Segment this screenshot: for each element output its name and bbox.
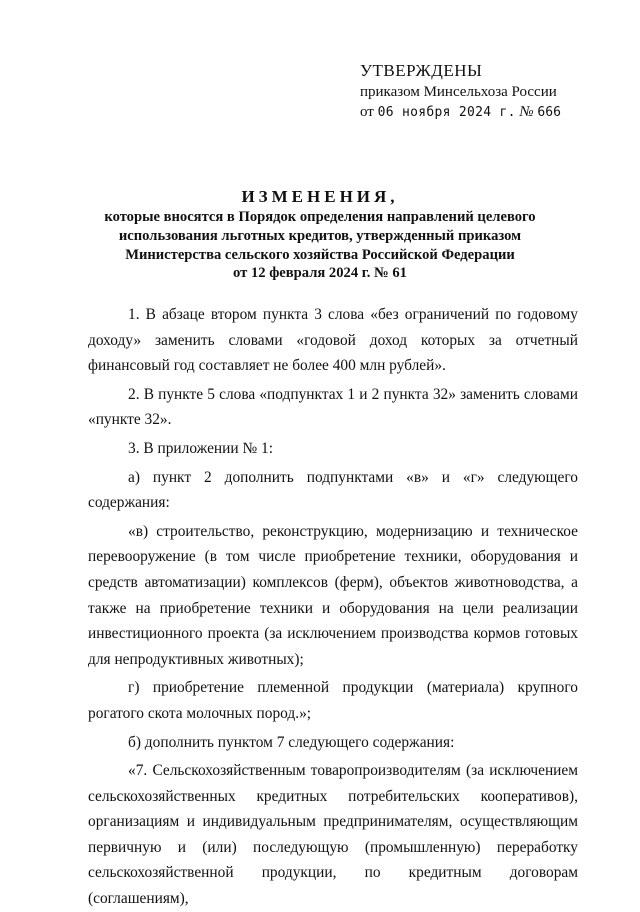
approval-title: УТВЕРЖДЕНЫ [360, 61, 483, 80]
heading-line: Министерства сельского хозяйства Российской Федерации [125, 246, 515, 263]
paragraph-2: 2. В пункте 5 слова «подпунктах 1 и 2 пункта 32» заменить словами «пункте 32». [88, 385, 578, 429]
approval-issuer: приказом Минсельхоза России [360, 84, 557, 100]
paragraph-3b-7: «7. Сельскохозяйственным товаропроизводителям (за исключением сельскохозяйственных кредитных потребительских кооперативов), организациям и индивидуальным предпринимателям, осуществляющим первичную и (или) последующую (промышленную) переработку сельскохозяйственной продукции, по кредитным договорам (соглашениям), [88, 762, 578, 908]
heading-line: от 12 февраля 2024 г. № 61 [233, 265, 407, 282]
approval-date-prefix: от [360, 104, 374, 120]
approval-date-line [360, 102, 630, 123]
approval-stamp [360, 60, 630, 123]
approval-number: 666 [537, 105, 561, 120]
paragraph-3a: а) пункт 2 дополнить подпунктами «в» и «г» следующего содержания: [88, 468, 578, 512]
paragraph-1: 1. В абзаце втором пункта 3 слова «без ограничений по годовому доходу» заменить словами «годовой доход которых за отчетный финансовый год составляет не более 400 млн рублей». [88, 306, 578, 375]
paragraph-3a-g: г) приобретение племенной продукции (материала) крупного рогатого скота молочных пород.»; [88, 679, 578, 722]
approval-date: 06 ноября 2024 г. [377, 105, 516, 120]
paragraph-3: 3. В приложении № 1: [128, 439, 273, 457]
approval-number-sign: № [519, 104, 534, 120]
heading-line: которые вносятся в Порядок определения направлений целевого [104, 209, 536, 225]
document-heading [60, 186, 580, 283]
heading-line: использования льготных кредитов, утвержденный приказом [118, 227, 522, 244]
heading-title: ИЗМЕНЕНИЯ, [241, 187, 399, 206]
paragraph-3b: б) дополнить пунктом 7 следующего содержания: [128, 733, 455, 751]
paragraph-3a-v: «в) строительство, реконструкцию, модернизацию и техническое перевооружение (в том числе приобретение техники, оборудования и средств автоматизации) комплексов (ферм), объектов животноводства, а также на приобретение техники и оборудования на цели реализации инвестиционного проекта (за исключением производства кормов готовых для непродуктивных животных); [88, 522, 578, 668]
document-body [88, 302, 578, 912]
